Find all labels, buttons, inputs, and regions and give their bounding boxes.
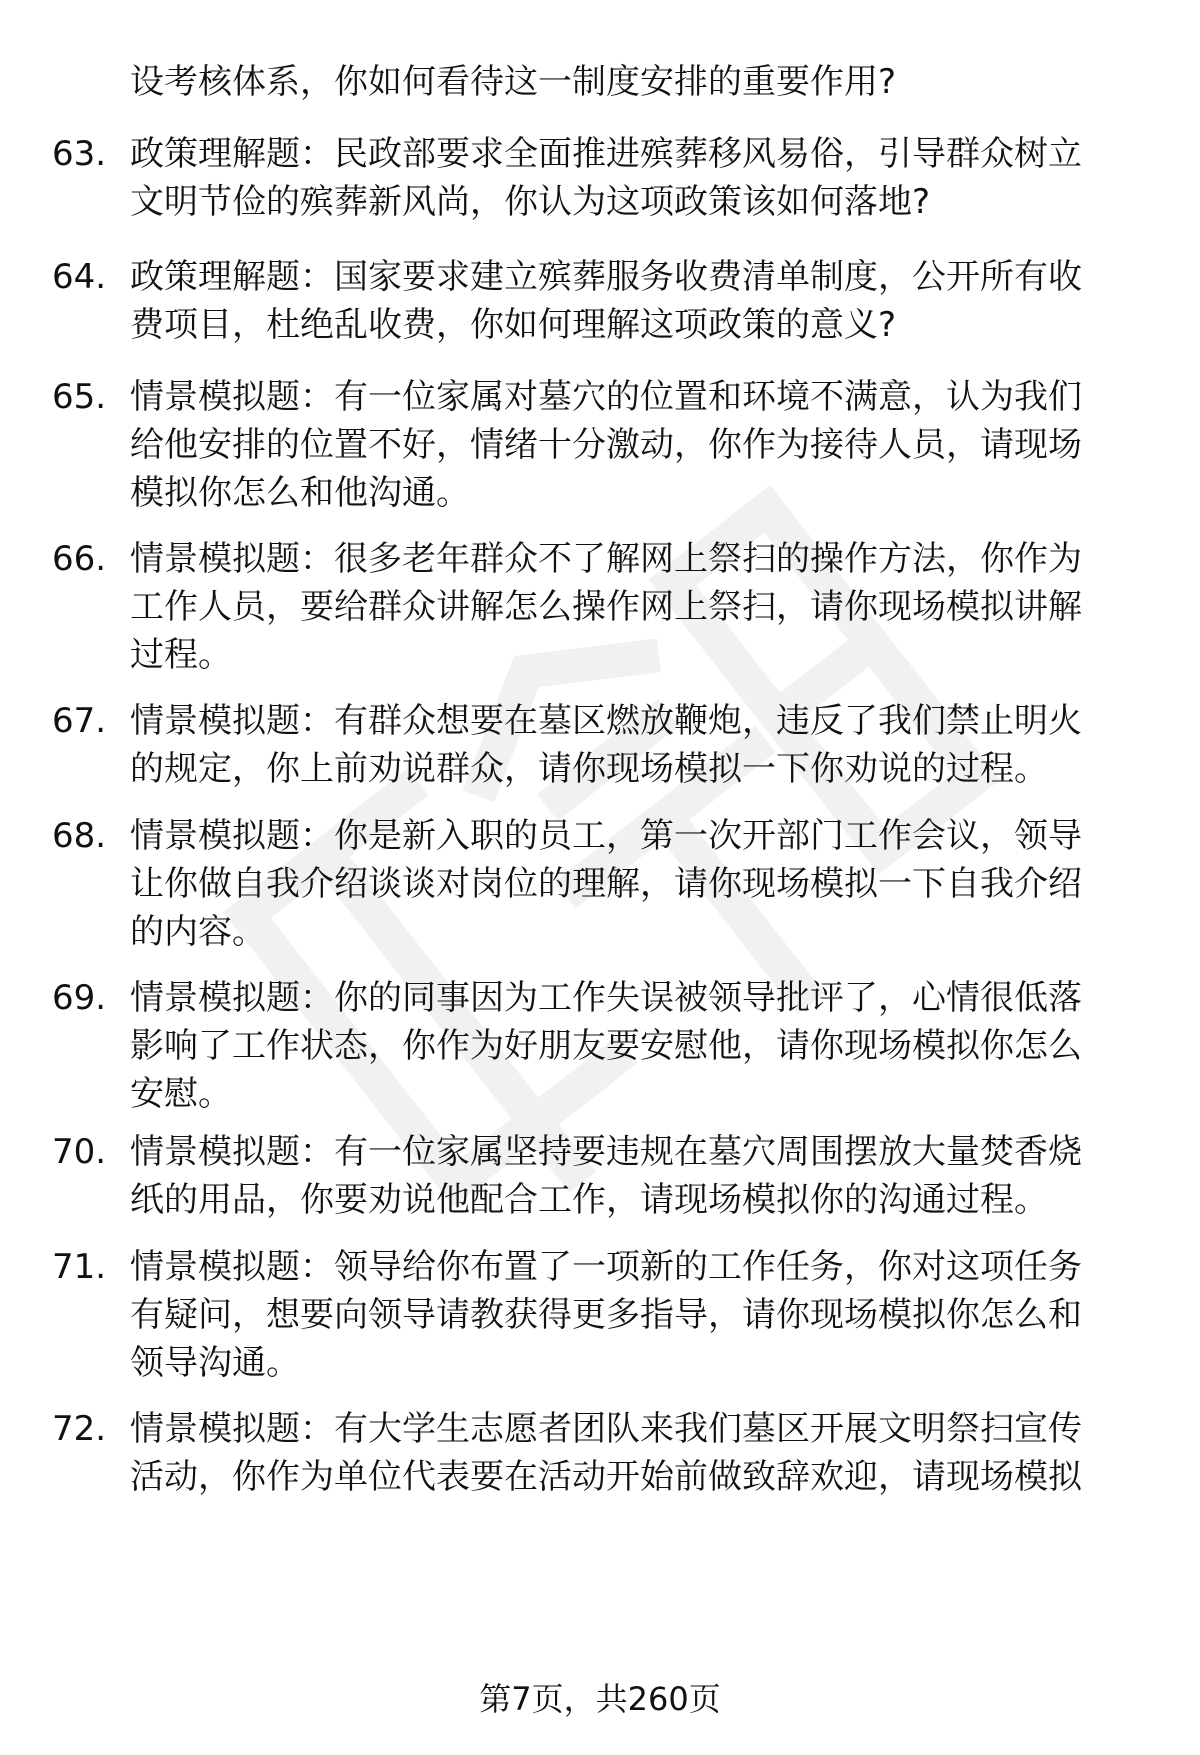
question-number: 65. <box>52 377 107 417</box>
question-number: 72. <box>52 1409 107 1449</box>
question-text-line: 情景模拟题：有群众想要在墓区燃放鞭炮，违反了我们禁止明火 <box>130 701 1082 741</box>
question-text <box>130 812 1140 956</box>
question-text <box>130 697 1140 793</box>
question-number: 69. <box>52 978 107 1018</box>
question-number: 70. <box>52 1132 107 1172</box>
question-text-line: 文明节俭的殡葬新风尚，你认为这项政策该如何落地? <box>130 182 931 222</box>
question-text <box>130 1405 1140 1501</box>
question-text-line: 给他安排的位置不好，情绪十分激动，你作为接待人员，请现场 <box>130 425 1082 465</box>
question-number: 66. <box>52 539 107 579</box>
question-text <box>130 253 1140 349</box>
question-text-line: 情景模拟题：领导给你布置了一项新的工作任务，你对这项任务 <box>130 1247 1082 1287</box>
question-text-line: 情景模拟题：很多老年群众不了解网上祭扫的操作方法，你作为 <box>130 539 1082 579</box>
question-text-line: 情景模拟题：你是新入职的员工，第一次开部门工作会议，领导 <box>130 816 1082 856</box>
question-text-line: 情景模拟题：有大学生志愿者团队来我们墓区开展文明祭扫宣传 <box>130 1409 1082 1449</box>
question-text-line: 费项目，杜绝乱收费，你如何理解这项政策的意义? <box>130 305 897 345</box>
question-text <box>130 974 1140 1118</box>
question-text <box>130 1128 1140 1224</box>
question-number: 64. <box>52 257 107 297</box>
question-text-line: 影响了工作状态，你作为好朋友要安慰他，请你现场模拟你怎么 <box>130 1026 1082 1066</box>
question-number: 63. <box>52 134 107 174</box>
question-text-line: 活动，你作为单位代表要在活动开始前做致辞欢迎，请现场模拟 <box>130 1457 1082 1497</box>
question-text-line: 过程。 <box>130 635 232 675</box>
question-text <box>130 535 1140 679</box>
question-text-line: 的内容。 <box>130 912 266 952</box>
question-number: 71. <box>52 1247 107 1287</box>
question-text-line: 让你做自我介绍谈谈对岗位的理解，请你现场模拟一下自我介绍 <box>130 864 1082 904</box>
intro-line: 设考核体系，你如何看待这一制度安排的重要作用? <box>130 62 897 102</box>
question-text-line: 安慰。 <box>130 1074 232 1114</box>
question-text-line: 工作人员，要给群众讲解怎么操作网上祭扫，请你现场模拟讲解 <box>130 587 1082 627</box>
question-text-line: 模拟你怎么和他沟通。 <box>130 473 470 513</box>
question-text-line: 政策理解题：国家要求建立殡葬服务收费清单制度，公开所有收 <box>130 257 1082 297</box>
question-number: 68. <box>52 816 107 856</box>
question-text-line: 情景模拟题：有一位家属坚持要违规在墓穴周围摆放大量焚香烧 <box>130 1132 1082 1172</box>
question-text-line: 有疑问，想要向领导请教获得更多指导，请你现场模拟你怎么和 <box>130 1295 1082 1335</box>
question-text-line: 政策理解题：民政部要求全面推进殡葬移风易俗，引导群众树立 <box>130 134 1082 174</box>
question-text <box>130 373 1140 517</box>
question-text-line: 的规定，你上前劝说群众，请你现场模拟一下你劝说的过程。 <box>130 749 1048 789</box>
question-text-line: 领导沟通。 <box>130 1343 300 1383</box>
question-text-line: 情景模拟题：有一位家属对墓穴的位置和环境不满意，认为我们 <box>130 377 1082 417</box>
question-number: 67. <box>52 701 107 741</box>
question-text-line: 情景模拟题：你的同事因为工作失误被领导批评了，心情很低落 <box>130 978 1082 1018</box>
question-text <box>130 1243 1140 1387</box>
question-text <box>130 130 1140 226</box>
question-text-line: 纸的用品，你要劝说他配合工作，请现场模拟你的沟通过程。 <box>130 1180 1048 1220</box>
page-footer: 第7页，共260页 <box>479 1680 721 1718</box>
